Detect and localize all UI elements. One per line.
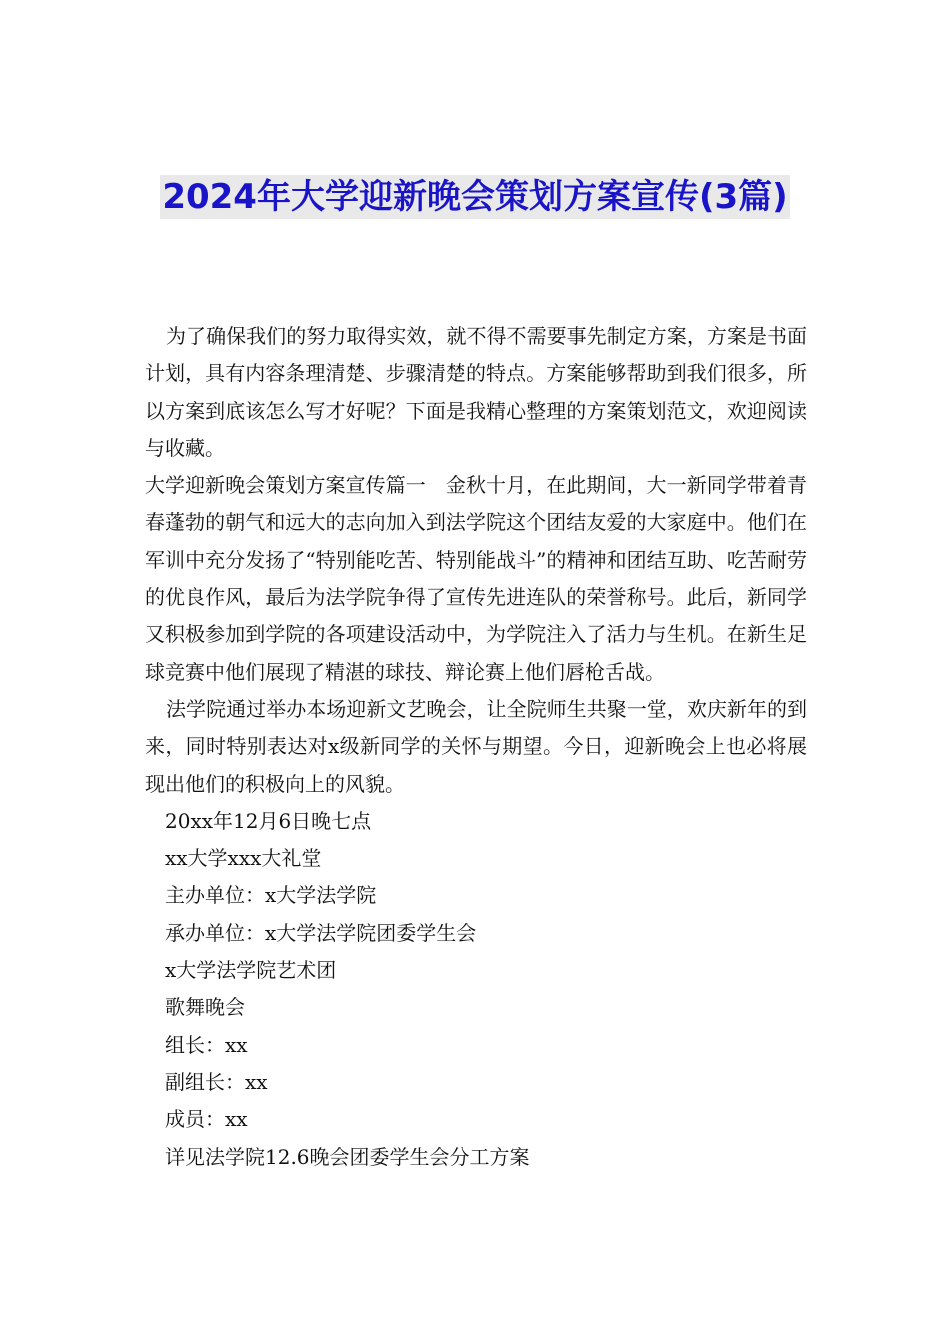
deputy-leader-line: 副组长：xx <box>165 1069 268 1094</box>
document-body <box>145 318 807 1176</box>
party-purpose-paragraph: 法学院通过举办本场迎新文艺晚会，让全院师生共聚一堂，欢庆新年的到来，同时特别表达对x级新同学的关怀与期望。今日，迎新晚会上也必将展现出他们的积极向上的风貌。 <box>145 696 807 796</box>
section-one-paragraph: 大学迎新晚会策划方案宣传篇一 金秋十月，在此期间，大一新同学带着青春蓬勃的朝气和远大的志向加入到法学院这个团结友爱的大家庭中。他们在军训中充分发扬了“特别能吃苦、特别能战斗”的精神和团结互助、吃苦耐劳的优良作风，最后为法学院争得了宣传先进连队的荣誉称号。此后，新同学又积极参加到学院的各项建设活动中，为学院注入了活力与生机。在新生足球竞赛中他们展现了精湛的球技、辩论赛上他们唇枪舌战。 <box>145 473 807 684</box>
event-type-line: 歌舞晚会 <box>165 995 245 1020</box>
division-plan-line: 详见法学院12.6晚会团委学生会分工方案 <box>165 1144 530 1169</box>
intro-paragraph: 为了确保我们的努力取得实效，就不得不需要事先制定方案，方案是书面计划，具有内容条理清楚、步骤清楚的特点。方案能够帮助到我们很多，所以方案到底该怎么写才好呢？下面是我精心整理的方案策划范文，欢迎阅读与收藏。 <box>145 324 807 460</box>
document-title <box>150 172 800 222</box>
co-organizer-line: 承办单位：x大学法学院团委学生会 <box>165 920 477 945</box>
document-title-text: 2024年大学迎新晚会策划方案宣传(3篇) <box>162 177 788 217</box>
members-line: 成员：xx <box>165 1107 248 1132</box>
organizer-line: 主办单位：x大学法学院 <box>165 883 377 908</box>
event-venue-line: xx大学xxx大礼堂 <box>165 846 322 871</box>
art-troupe-line: x大学法学院艺术团 <box>165 958 337 983</box>
leader-line: 组长：xx <box>165 1032 248 1057</box>
event-time-line: 20xx年12月6日晚七点 <box>165 808 372 833</box>
